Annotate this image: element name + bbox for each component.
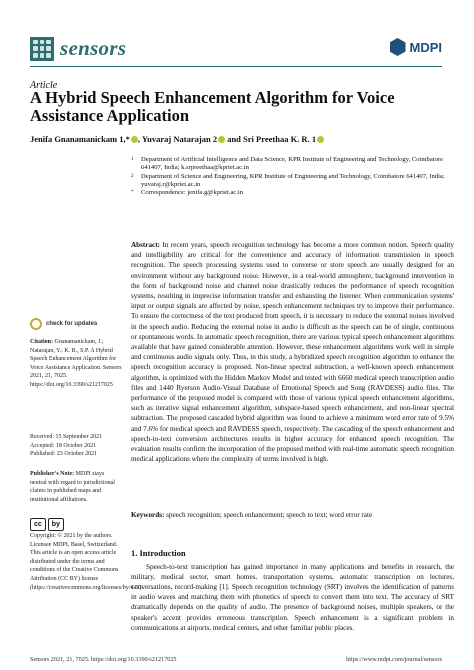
introduction-section <box>131 548 454 633</box>
abstract-label: Abstract: <box>131 241 160 249</box>
keywords-text: speech recognition; speech enhancement; speech to text; word error rate <box>166 511 373 519</box>
check-for-updates-button[interactable] <box>30 318 97 330</box>
intro-paragraph: Speech-to-text transcription has gained importance in many applications and benefits in research, the military, medical sector, smart homes, transportation systems, automatic transcription on lectures, conversations, record-making [1]. Speech recognition technology (SRT) involves the identification of patterns in audio waves and matching them with phonetics of speech to convert them into text. The accuracy of SRT dramatically depends on the quality of audio. The presence of background noises, multiple speakers, or the speaker's accent provides erroneous transcription. Speech enhancement is a significant problem in communications at airports, medical centers, and other familiar public places. <box>131 563 454 632</box>
footer-citation: Sensors 2021, 21, 7025. https://doi.org/10.3390/s21217025 <box>30 656 177 663</box>
cc-license-logo[interactable] <box>30 518 64 531</box>
copyright-block <box>30 532 144 592</box>
publisher-note-label: Publisher's Note: <box>30 471 75 477</box>
header-divider <box>30 66 442 67</box>
affiliation-item: 2 Department of Science and Engineering, KPR Institute of Engineering and Technology, Coimbatore 641407, India; yuvaraj.r@kpriet.ac.in <box>131 172 445 188</box>
affiliation-item: 1 Department of Artificial Intelligence and Data Science, KPR Institute of Engineering and Technology, Coimbatore 641407, India; k.srpreethaa@kpriet.ac.in <box>131 156 444 172</box>
sensors-logo-icon <box>30 37 54 61</box>
journal-name: sensors <box>60 36 127 60</box>
published-date: Published: 23 October 2021 <box>30 451 98 458</box>
author-name[interactable]: Yuvaraj Natarajan 2 <box>141 134 218 144</box>
mdpi-icon <box>390 38 406 56</box>
publisher-note-text: MDPI stays neutral with regard to jurisdictional claims in published maps and institutional affiliations. <box>30 471 115 503</box>
abstract-text: In recent years, speech recognition technology has become a more common notion. Speech quality and intelligibility are critical for the convenience and accuracy of information transmission in speech recognition. The speech processing systems used to converse or store speech are usually designed for an environment without any background noise. However, in a real-world atmosphere, background intervention in the form of background noise and channel noise drastically reduces the performance of speech recognition systems, resulting in imprecise information transfer and exhausting the listener. When communication systems' input or output signals are affected by noise, speech enhancement techniques try to improve their performance. To ensure the correctness of the text produced from speech, it is necessary to reduce the external noises involved in the speech audio. Reducing the external noise in audio is difficult as the speech can be of single, continuous or spontaneous words. In automatic speech recognition, there are various typical speech enhancement algorithms available that have gained considerable attention. However, these enhancement algorithms work well in simple and continuous audio signals only. Thus, in this study, a hybridized speech recognition algorithm to enhance the speech recognition accuracy is proposed. Non-linear spectral subtraction, a well-known speech enhancement algorithm, is optimized with the Hidden Markov Model and tested with 6660 medical speech transcription audio files and 1440 Ryerson Audio-Visual Database of Emotional Speech and Song (RAVDESS) audio files. The performance of the proposed model is compared with those of various typical speech enhancement algorithms, such as iterative signal enhancement algorithm, subspace-based speech enhancement, and non-linear spectral subtraction. The proposed cascaded hybrid algorithm was found to achieve a minimum word error rate of 9.5% and 7.6% for medical speech and RAVDESS speech, respectively. The cascading of the speech enhancement and speech-to-text conversion architectures results in higher accuracy for enhanced speech recognition. The evaluation results confirm the incorporation of the proposed method with real-time automatic speech recognition medical applications where the complexity of terms involved is high. <box>131 241 454 464</box>
author-name[interactable]: Jenifa Gnanamanickam 1,* <box>30 134 130 144</box>
article-type: Article <box>30 80 58 91</box>
citation-block <box>30 338 122 390</box>
by-icon: by <box>48 518 64 531</box>
check-updates-icon <box>30 318 42 330</box>
abstract <box>131 240 454 464</box>
footer-journal-link[interactable]: https://www.mdpi.com/journal/sensors <box>346 656 442 663</box>
dates-block <box>30 433 122 459</box>
journal-logo <box>30 36 126 61</box>
publisher-name: MDPI <box>409 39 442 55</box>
page-footer <box>30 656 442 663</box>
accepted-date: Accepted: 18 October 2021 <box>30 442 97 449</box>
publisher-logo <box>390 38 443 56</box>
publisher-note <box>30 470 122 504</box>
copyright-text: Copyright: © 2021 by the authors. Licensee MDPI, Basel, Switzerland. This article is an open access article distributed under the terms and conditions of the Creative Commons Attribution (CC BY) license (https://creativecommons.org/licenses/by/4.0/). <box>30 533 144 591</box>
author-name[interactable]: Sri Preethaa K. R. 1 <box>243 134 317 144</box>
keywords-label: Keywords: <box>131 511 165 519</box>
received-date: Received: 15 September 2021 <box>30 434 103 440</box>
keywords <box>131 510 454 520</box>
article-title: A Hybrid Speech Enhancement Algorithm for Voice Assistance Application <box>30 88 395 125</box>
cc-icon: cc <box>30 518 46 531</box>
correspondence: * Correspondence: jenifa.g@kpriet.ac.in <box>131 189 244 197</box>
check-updates-label: check for updates <box>46 320 98 327</box>
citation-text[interactable]: Gnanamanickam, J.; Natarajan, Y.; K. R., S.P. A Hybrid Speech Enhancement Algorithm for Voice Assistance Application. Sensors 2021, 21, 7025. https://doi.org/10.3390/s21217025 <box>30 339 122 388</box>
section-heading: 1. Introduction <box>131 548 186 558</box>
orcid-icon[interactable] <box>131 136 138 143</box>
affiliations <box>131 156 451 197</box>
orcid-icon[interactable] <box>218 136 225 143</box>
orcid-icon[interactable] <box>317 136 324 143</box>
author-list: Jenifa Gnanamanickam 1,* , Yuvaraj Natarajan 2 and Sri Preethaa K. R. 1 <box>30 134 324 144</box>
citation-label: Citation: <box>30 339 53 345</box>
